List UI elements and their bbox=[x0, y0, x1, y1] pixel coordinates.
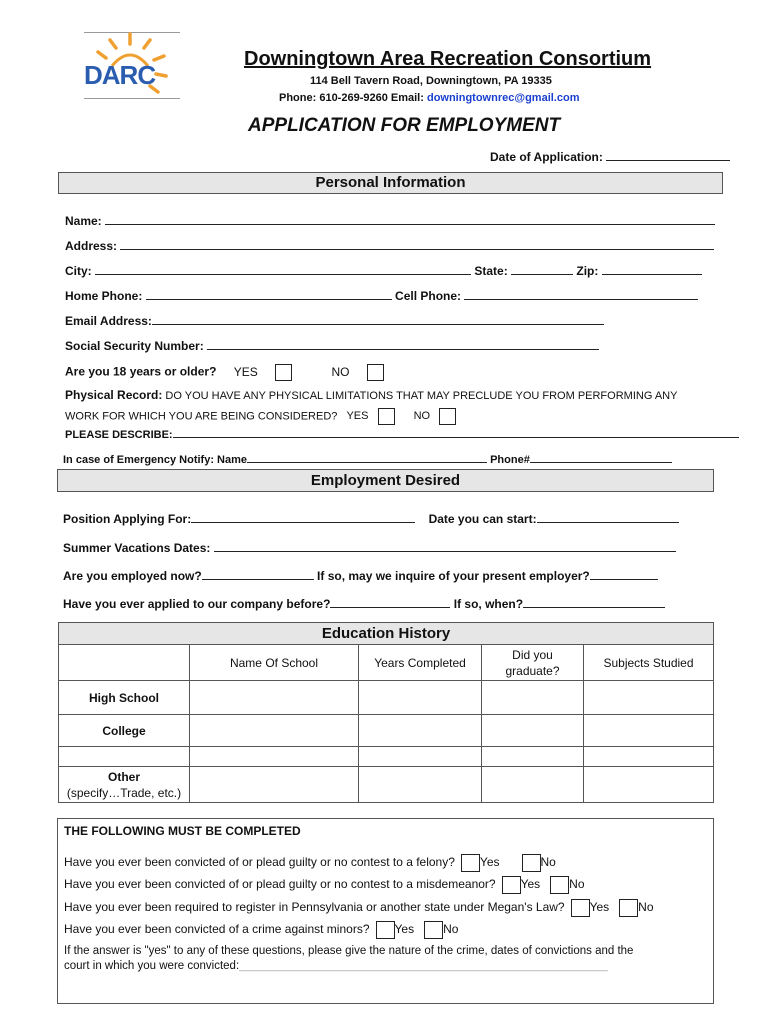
conviction-field[interactable]: ______________________________________________________________________ bbox=[239, 961, 608, 972]
physical-line-2 bbox=[65, 408, 456, 425]
personal-info-header: Personal Information bbox=[58, 172, 723, 194]
employed-row bbox=[63, 568, 658, 583]
table-cell[interactable] bbox=[190, 681, 359, 715]
position-row bbox=[63, 511, 679, 526]
logo-text: DARC bbox=[84, 60, 156, 90]
misdemeanor-question bbox=[64, 876, 585, 894]
darc-logo bbox=[82, 30, 180, 100]
age-no-label: NO bbox=[331, 364, 350, 379]
megans-law-text: Have you ever been required to register in Pennsylvania or another state under Megan's Law? bbox=[64, 900, 565, 915]
org-address: 114 Bell Tavern Road, Downingtown, PA 19335 bbox=[310, 75, 552, 87]
conviction-note-2 bbox=[64, 960, 607, 972]
felony-text: Have you ever been convicted of or plead guilty or no contest to a felony? bbox=[64, 855, 455, 870]
col-header-subjects: Subjects Studied bbox=[584, 645, 714, 681]
emergency-name-field[interactable] bbox=[247, 453, 487, 463]
state-label: State: bbox=[474, 264, 508, 278]
email-field[interactable] bbox=[152, 313, 604, 325]
email-link[interactable]: downingtownrec@gmail.com bbox=[426, 92, 580, 104]
describe-row bbox=[65, 428, 739, 441]
table-cell[interactable] bbox=[190, 747, 359, 767]
ssn-label: Social Security Number: bbox=[65, 339, 204, 353]
felony-yes-checkbox[interactable] bbox=[461, 854, 480, 872]
email-label: Email Address: bbox=[65, 314, 152, 328]
contact-phone: Phone: 610-269-9260 Email: bbox=[279, 92, 427, 104]
inquire-label: If so, may we inquire of your present employer? bbox=[317, 569, 590, 583]
row-label-college: College bbox=[59, 715, 190, 747]
name-row bbox=[65, 213, 715, 228]
row-label-other bbox=[59, 767, 190, 803]
megans-law-no-label: No bbox=[638, 900, 654, 915]
table-row bbox=[59, 715, 714, 747]
table-cell[interactable] bbox=[584, 767, 714, 803]
position-label: Position Applying For: bbox=[63, 512, 192, 526]
other-label: Other bbox=[107, 769, 140, 784]
misdemeanor-text: Have you ever been convicted of or plead guilty or no contest to a misdemeanor? bbox=[64, 877, 496, 892]
home-phone-label: Home Phone: bbox=[65, 289, 143, 303]
felony-no-label: No bbox=[540, 855, 556, 870]
table-cell[interactable] bbox=[584, 715, 714, 747]
age-no-checkbox[interactable] bbox=[367, 364, 384, 381]
address-row bbox=[65, 238, 714, 253]
emergency-label: In case of Emergency Notify: Name bbox=[63, 454, 248, 466]
minors-question bbox=[64, 921, 458, 939]
table-cell[interactable] bbox=[359, 767, 482, 803]
megans-law-yes-checkbox[interactable] bbox=[571, 899, 590, 917]
physical-label: Physical Record: bbox=[65, 388, 163, 402]
col-header-blank bbox=[59, 645, 190, 681]
inquire-field[interactable] bbox=[590, 568, 658, 580]
conviction-note-1: If the answer is "yes" to any of these questions, please give the nature of the crime, dates of convictions and the bbox=[64, 945, 634, 957]
city-row bbox=[65, 263, 702, 278]
table-cell[interactable] bbox=[190, 715, 359, 747]
email-row bbox=[65, 313, 604, 328]
name-field[interactable] bbox=[105, 213, 715, 225]
criminal-heading: THE FOLLOWING MUST BE COMPLETED bbox=[64, 824, 301, 838]
date-of-application bbox=[490, 149, 730, 164]
table-row bbox=[59, 747, 714, 767]
when-field[interactable] bbox=[523, 596, 665, 608]
zip-label: Zip: bbox=[576, 264, 599, 278]
summer-field[interactable] bbox=[214, 540, 676, 552]
table-cell[interactable] bbox=[482, 681, 584, 715]
minors-text: Have you ever been convicted of a crime against minors? bbox=[64, 922, 370, 937]
applied-row bbox=[63, 596, 665, 611]
name-label: Name: bbox=[65, 214, 102, 228]
physical-text-1: DO YOU HAVE ANY PHYSICAL LIMITATIONS THAT MAY PRECLUDE YOU FROM PERFORMING ANY bbox=[162, 390, 678, 402]
employed-label: Are you employed now? bbox=[63, 569, 202, 583]
col-header-years: Years Completed bbox=[359, 645, 482, 681]
emergency-phone-field[interactable] bbox=[530, 453, 672, 463]
form-title: APPLICATION FOR EMPLOYMENT bbox=[248, 115, 561, 136]
minors-no-checkbox[interactable] bbox=[424, 921, 443, 939]
emergency-phone-label: Phone# bbox=[490, 454, 530, 466]
other-note: (specify…Trade, etc.) bbox=[66, 785, 182, 800]
address-field[interactable] bbox=[120, 238, 714, 250]
criminal-section bbox=[57, 818, 714, 1004]
age-question: Are you 18 years or older? bbox=[65, 364, 217, 379]
city-field[interactable] bbox=[95, 263, 471, 275]
date-label: Date of Application: bbox=[490, 150, 603, 164]
age-row bbox=[65, 364, 384, 381]
ssn-row bbox=[65, 338, 599, 353]
physical-yes-label: YES bbox=[346, 410, 369, 423]
age-yes-label: YES bbox=[233, 364, 258, 379]
city-label: City: bbox=[65, 264, 92, 278]
table-cell[interactable] bbox=[482, 767, 584, 803]
megans-law-yes-label: Yes bbox=[589, 900, 610, 915]
physical-yes-checkbox[interactable] bbox=[378, 408, 395, 425]
table-cell[interactable] bbox=[359, 747, 482, 767]
table-cell[interactable] bbox=[482, 747, 584, 767]
misdemeanor-yes-label: Yes bbox=[520, 877, 541, 892]
felony-question bbox=[64, 854, 556, 872]
misdemeanor-no-label: No bbox=[569, 877, 585, 892]
table-cell[interactable] bbox=[584, 747, 714, 767]
table-cell[interactable] bbox=[359, 715, 482, 747]
row-label-blank bbox=[59, 747, 190, 767]
col-header-graduate: Did you graduate? bbox=[482, 645, 584, 681]
ssn-field[interactable] bbox=[207, 338, 599, 350]
address-label: Address: bbox=[65, 239, 118, 253]
applied-label: Have you ever applied to our company before? bbox=[63, 597, 331, 611]
physical-no-checkbox[interactable] bbox=[439, 408, 456, 425]
position-field[interactable] bbox=[191, 511, 415, 523]
describe-field[interactable] bbox=[173, 428, 739, 438]
org-contact bbox=[279, 92, 579, 104]
misdemeanor-no-checkbox[interactable] bbox=[550, 876, 569, 894]
summer-row bbox=[63, 540, 676, 555]
org-name: Downingtown Area Recreation Consortium bbox=[244, 48, 652, 70]
table-row bbox=[59, 681, 714, 715]
megans-law-question bbox=[64, 899, 654, 917]
table-row bbox=[59, 767, 714, 803]
cell-phone-field[interactable] bbox=[464, 288, 698, 300]
employed-field[interactable] bbox=[202, 568, 314, 580]
emergency-row bbox=[63, 453, 672, 466]
misdemeanor-yes-checkbox[interactable] bbox=[502, 876, 521, 894]
when-label: If so, when? bbox=[453, 597, 524, 611]
cell-phone-label: Cell Phone: bbox=[395, 289, 462, 303]
education-table bbox=[58, 644, 714, 803]
table-cell[interactable] bbox=[359, 681, 482, 715]
start-field[interactable] bbox=[537, 511, 679, 523]
zip-field[interactable] bbox=[602, 263, 702, 275]
table-cell[interactable] bbox=[190, 767, 359, 803]
phone-row bbox=[65, 288, 698, 303]
felony-no-checkbox[interactable] bbox=[522, 854, 541, 872]
physical-line-1 bbox=[65, 388, 677, 402]
summer-label: Summer Vacations Dates: bbox=[63, 541, 211, 555]
date-field[interactable] bbox=[606, 149, 730, 161]
table-cell[interactable] bbox=[584, 681, 714, 715]
employment-header: Employment Desired bbox=[57, 469, 714, 492]
physical-text-2: WORK FOR WHICH YOU ARE BEING CONSIDERED? bbox=[65, 410, 338, 423]
age-yes-checkbox[interactable] bbox=[275, 364, 292, 381]
megans-law-no-checkbox[interactable] bbox=[619, 899, 638, 917]
felony-yes-label: Yes bbox=[479, 855, 500, 870]
home-phone-field[interactable] bbox=[146, 288, 392, 300]
logo-rule-bottom bbox=[84, 98, 180, 99]
education-header: Education History bbox=[58, 622, 714, 644]
start-label: Date you can start: bbox=[428, 512, 537, 526]
applied-field[interactable] bbox=[330, 596, 450, 608]
minors-no-label: No bbox=[443, 922, 459, 937]
col-header-school: Name Of School bbox=[190, 645, 359, 681]
education-header-row bbox=[59, 645, 714, 681]
state-field[interactable] bbox=[511, 263, 573, 275]
describe-label: PLEASE DESCRIBE: bbox=[65, 429, 173, 441]
minors-yes-label: Yes bbox=[394, 922, 415, 937]
minors-yes-checkbox[interactable] bbox=[376, 921, 395, 939]
row-label-high-school: High School bbox=[59, 681, 190, 715]
physical-no-label: NO bbox=[413, 410, 431, 423]
table-cell[interactable] bbox=[482, 715, 584, 747]
conviction-note-label: court in which you were convicted: bbox=[64, 960, 240, 972]
